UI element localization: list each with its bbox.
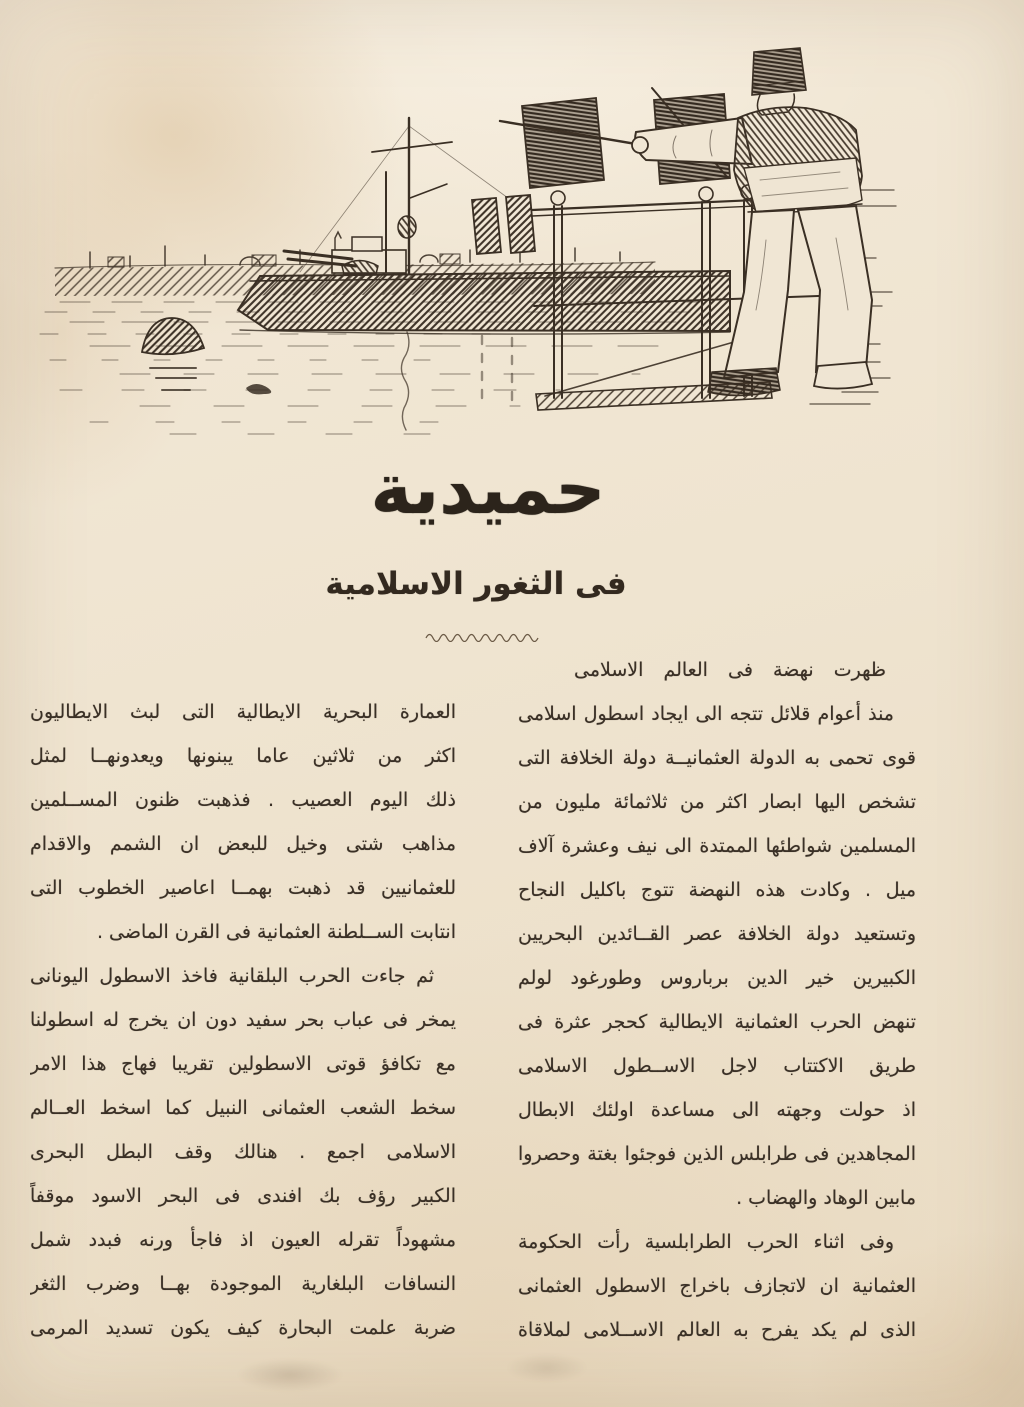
text-line: قوى تحمى به الدولة العثمانيــة دولة الخلافة التى [518,747,916,769]
text-line: الذى لم يكد يفرح به العالم الاســلامى لملاقاة [518,1319,916,1341]
text-line: تنهض الحرب العثمانية الايطالية كحجر عثرة فى [518,1011,916,1033]
text-line: مابين الوهاد والهضاب . [736,1187,916,1209]
text-line: الكبيرين خير الدين برباروس وطورغود لولم [518,967,916,989]
column-right [518,648,916,1352]
article-title: حميدية [370,448,606,530]
text-line: طريق الاكتتاب لاجل الاســطول الاسلامى [518,1055,916,1077]
text-line: العمارة البحرية الايطالية التى لبث الايطاليون [30,701,456,723]
warship-signalman-illustration [0,0,1024,440]
text-line: وفى اثناء الحرب الطرابلسية رأت الحكومة [518,1231,894,1253]
text-line: ميل . وكادت هذه النهضة تتوج باكليل النجاح [518,879,916,901]
text-line: يمخر فى عباب بحر سفيد دون ان يخرج له اسطولنا [30,1009,456,1031]
text-line: النسافات البلغارية الموجودة بهــا وضرب الثغر [30,1273,456,1295]
zigzag-divider [424,630,542,642]
text-line: مع تكافؤ قوتى الاسطولين تقريبا فهاج هذا الامر [30,1053,456,1075]
text-line: مشهوداً تقرله العيون اذ فاجأ ورنه فبدد شمل [30,1229,456,1251]
column-left [30,690,456,1350]
text-line: للعثمانيين قد ذهبت بهمــا اعاصير الخطوب التى [30,877,456,899]
text-line: ثم جاءت الحرب البلقانية فاخذ الاسطول اليونانى [30,965,434,987]
article-subtitle: فى الثغور الاسلامية [325,566,627,602]
text-line: اذ حولت وجهته الى مساعدة اولئك الابطال [518,1099,916,1121]
fez [752,48,806,95]
ink-bleedthrough [505,1353,589,1383]
text-line: المسلمين شواطئها الممتدة الى نيف وعشرة آلاف [518,835,916,857]
text-line: سخط الشعب العثمانى النبيل كما اسخط العــالم [30,1097,456,1119]
signalman [500,48,872,396]
text-line: ظهرت نهضة فى العالم الاسلامى [574,659,886,681]
buoy [142,318,204,354]
text-line: تشخص اليها ابصار اكثر من ثلاثمائة مليون من [518,791,916,813]
text-line: الكبير رؤف بك افندى فى البحر الاسود موقفاً [30,1185,456,1207]
text-line: انتابت الســلطنة العثمانية فى القرن الماضى . [96,921,456,943]
ink-bleedthrough [235,1358,345,1392]
text-line: العثمانية ان لاتجازف باخراج الاسطول العثمانى [518,1275,916,1297]
text-line: اكثر من ثلاثين عاما يبنونها ويعدونهــا لمثل [30,745,456,767]
text-line: المجاهدين فى طرابلس الذين فوجئوا بغتة وحصروا [518,1143,916,1165]
signal-flag-left [522,98,604,188]
text-line: ذلك اليوم العصيب . فذهبت ظنون المســلمين [30,789,456,811]
funnels [472,195,535,254]
text-line: مذاهب شتى وخيل للبعض ان الشمم والاقدام [30,833,456,855]
text-line: وتستعيد دولة الخلافة عصر القــائدين البحريين [518,923,916,945]
text-line: ضربة علمت البحارة كيف يكون تسديد المرمى [30,1317,456,1339]
text-line: منذ أعوام قلائل تتجه الى ايجاد اسطول اسلامى [518,703,894,725]
text-line: الاسلامى اجمع . هنالك وقف البطل البحرى [30,1141,456,1163]
